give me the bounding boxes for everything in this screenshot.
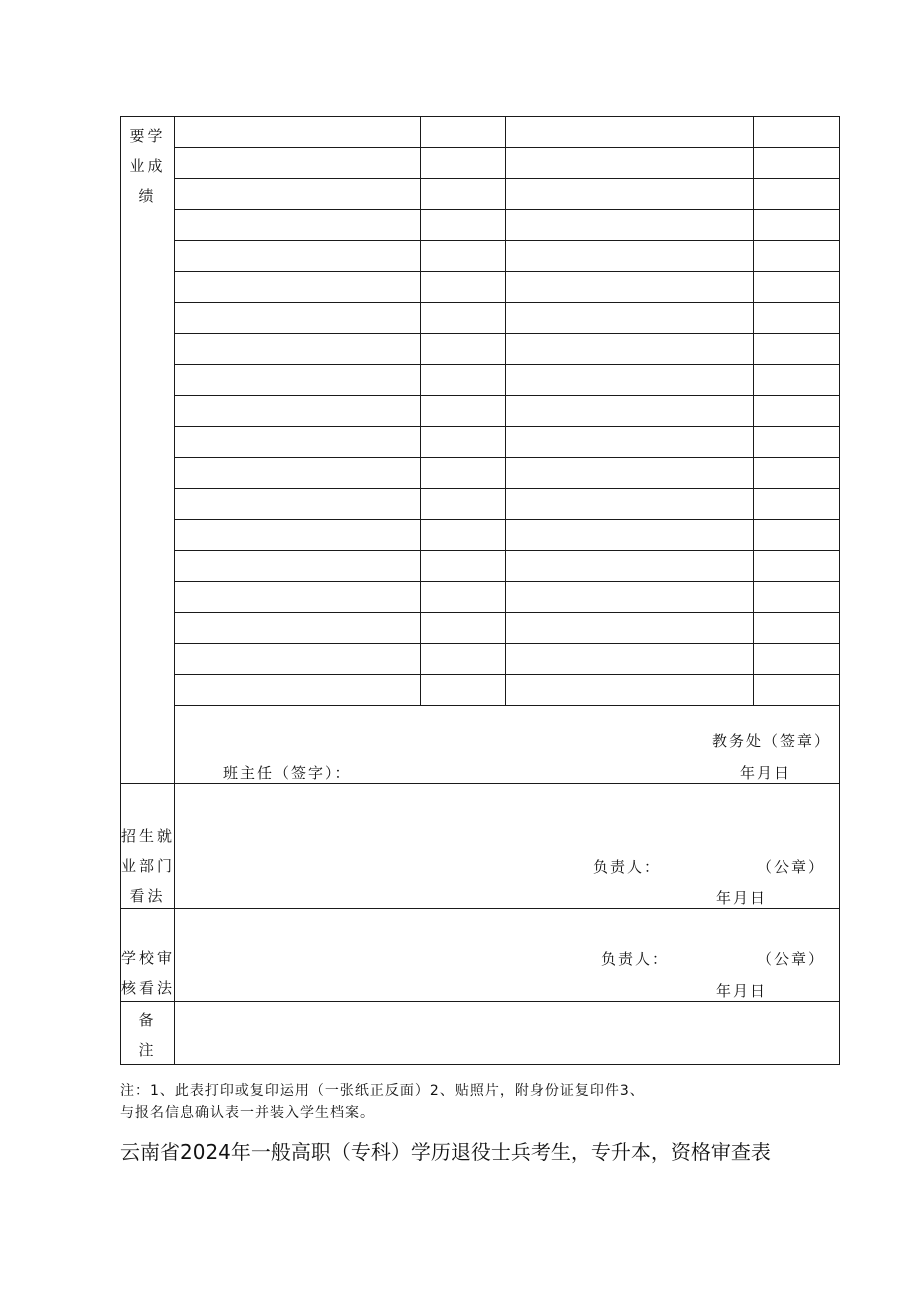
grade-row	[121, 334, 840, 365]
score-cell[interactable]	[421, 489, 506, 520]
course-name-cell[interactable]	[175, 458, 421, 489]
course-name-cell[interactable]	[506, 458, 754, 489]
score-cell[interactable]	[421, 365, 506, 396]
course-name-cell[interactable]	[506, 644, 754, 675]
score-cell[interactable]	[754, 179, 840, 210]
course-name-cell[interactable]	[175, 179, 421, 210]
grade-row	[121, 613, 840, 644]
grade-row	[121, 551, 840, 582]
grades-section-label	[121, 117, 175, 784]
recruitment-date-label: 年月日	[715, 889, 767, 907]
signature-cell	[175, 706, 840, 784]
course-name-cell[interactable]	[506, 520, 754, 551]
course-name-cell[interactable]	[506, 210, 754, 241]
score-cell[interactable]	[421, 458, 506, 489]
score-cell[interactable]	[421, 520, 506, 551]
score-cell[interactable]	[421, 148, 506, 179]
course-name-cell[interactable]	[175, 675, 421, 706]
school-review-date-label: 年月日	[715, 982, 767, 1000]
school-review-section-label	[121, 909, 175, 1002]
grade-row	[121, 675, 840, 706]
score-cell[interactable]	[754, 675, 840, 706]
course-name-cell[interactable]	[175, 582, 421, 613]
course-name-cell[interactable]	[175, 489, 421, 520]
recruitment-section-row	[121, 784, 840, 909]
score-cell[interactable]	[421, 179, 506, 210]
score-cell[interactable]	[754, 241, 840, 272]
school-review-label-line-1: 学校审	[121, 949, 176, 967]
recruitment-section-label	[121, 784, 175, 909]
remarks-section-label	[121, 1002, 175, 1065]
remarks-section-row	[121, 1002, 840, 1065]
course-name-cell[interactable]	[506, 303, 754, 334]
course-name-cell[interactable]	[506, 427, 754, 458]
score-cell[interactable]	[421, 241, 506, 272]
score-cell[interactable]	[754, 520, 840, 551]
score-cell[interactable]	[754, 458, 840, 489]
score-cell[interactable]	[421, 644, 506, 675]
school-review-seal-label: （公章）	[756, 950, 825, 968]
score-cell[interactable]	[421, 675, 506, 706]
grade-row	[121, 365, 840, 396]
score-cell[interactable]	[754, 210, 840, 241]
score-cell[interactable]	[421, 582, 506, 613]
recruitment-seal-label: （公章）	[756, 858, 825, 876]
recruitment-label-line-2: 业部门	[121, 857, 176, 875]
grade-row	[121, 396, 840, 427]
school-review-person-in-charge-label: 负责人：	[601, 950, 670, 968]
recruitment-opinion-cell[interactable]	[175, 784, 840, 909]
course-name-cell[interactable]	[506, 148, 754, 179]
score-cell[interactable]	[754, 613, 840, 644]
course-name-cell[interactable]	[175, 272, 421, 303]
school-review-section-row	[121, 909, 840, 1002]
score-cell[interactable]	[754, 489, 840, 520]
course-name-cell[interactable]	[506, 241, 754, 272]
score-cell[interactable]	[754, 272, 840, 303]
school-review-label-line-2: 核看法	[121, 979, 176, 997]
grades-label-line-2: 业成	[129, 157, 166, 175]
grade-row	[121, 427, 840, 458]
course-name-cell[interactable]	[175, 303, 421, 334]
document-title: 云南省2024年一般高职（专科）学历退役士兵考生，专升本，资格审查表	[120, 1140, 771, 1164]
grade-row	[121, 272, 840, 303]
grade-row	[121, 117, 840, 148]
course-name-cell[interactable]	[175, 520, 421, 551]
course-name-cell[interactable]	[175, 210, 421, 241]
course-name-cell[interactable]	[506, 334, 754, 365]
grade-row	[121, 148, 840, 179]
score-cell[interactable]	[754, 117, 840, 148]
academic-office-seal-label: 教务处（签章）	[711, 732, 831, 750]
grade-row	[121, 582, 840, 613]
grades-label-line-3: 绩	[138, 187, 157, 205]
course-name-cell[interactable]	[506, 365, 754, 396]
score-cell[interactable]	[754, 582, 840, 613]
grade-row	[121, 458, 840, 489]
grades-label-line-1: 要学	[129, 127, 166, 145]
score-cell[interactable]	[754, 303, 840, 334]
score-cell[interactable]	[754, 644, 840, 675]
school-review-opinion-cell[interactable]	[175, 909, 840, 1002]
score-cell[interactable]	[754, 334, 840, 365]
course-name-cell[interactable]	[506, 675, 754, 706]
score-cell[interactable]	[754, 148, 840, 179]
course-name-cell[interactable]	[506, 272, 754, 303]
score-cell[interactable]	[421, 551, 506, 582]
course-name-cell[interactable]	[175, 148, 421, 179]
score-cell[interactable]	[421, 117, 506, 148]
score-cell[interactable]	[754, 551, 840, 582]
course-name-cell[interactable]	[506, 396, 754, 427]
score-cell[interactable]	[421, 396, 506, 427]
course-name-cell[interactable]	[175, 241, 421, 272]
course-name-cell[interactable]	[506, 489, 754, 520]
course-name-cell[interactable]	[506, 551, 754, 582]
recruitment-label-line-3: 看法	[129, 887, 166, 905]
course-name-cell[interactable]	[175, 551, 421, 582]
remarks-label-line-2: 注	[138, 1041, 157, 1059]
course-name-cell[interactable]	[506, 613, 754, 644]
recruitment-label-line-1: 招生就	[121, 827, 176, 845]
score-cell[interactable]	[421, 427, 506, 458]
grade-row	[121, 489, 840, 520]
score-cell[interactable]	[754, 365, 840, 396]
grade-row	[121, 303, 840, 334]
signature-row	[121, 706, 840, 784]
course-name-cell[interactable]	[506, 117, 754, 148]
grade-row	[121, 179, 840, 210]
course-name-cell[interactable]	[175, 427, 421, 458]
footnote-line-1: 注：1、此表打印或复印运用（一张纸正反面）2、贴照片，附身份证复印件3、	[120, 1083, 645, 1099]
score-cell[interactable]	[754, 427, 840, 458]
course-name-cell[interactable]	[175, 613, 421, 644]
course-name-cell[interactable]	[175, 396, 421, 427]
score-cell[interactable]	[754, 396, 840, 427]
footnote-line-2: 与报名信息确认表一并装入学生档案。	[120, 1105, 375, 1121]
signature-date-label: 年月日	[739, 764, 791, 782]
course-name-cell[interactable]	[175, 644, 421, 675]
grade-row	[121, 210, 840, 241]
score-cell[interactable]	[421, 272, 506, 303]
course-name-cell[interactable]	[506, 179, 754, 210]
grade-row	[121, 241, 840, 272]
score-cell[interactable]	[421, 303, 506, 334]
score-cell[interactable]	[421, 613, 506, 644]
course-name-cell[interactable]	[175, 334, 421, 365]
recruitment-person-in-charge-label: 负责人：	[593, 858, 662, 876]
grade-row	[121, 520, 840, 551]
class-teacher-signature-label: 班主任（签字）：	[223, 764, 352, 782]
course-name-cell[interactable]	[506, 582, 754, 613]
remarks-cell[interactable]	[175, 1002, 840, 1065]
grade-row	[121, 644, 840, 675]
score-cell[interactable]	[421, 210, 506, 241]
remarks-label-line-1: 备	[138, 1011, 157, 1029]
course-name-cell[interactable]	[175, 117, 421, 148]
score-cell[interactable]	[421, 334, 506, 365]
qualification-review-form	[120, 116, 840, 1065]
course-name-cell[interactable]	[175, 365, 421, 396]
